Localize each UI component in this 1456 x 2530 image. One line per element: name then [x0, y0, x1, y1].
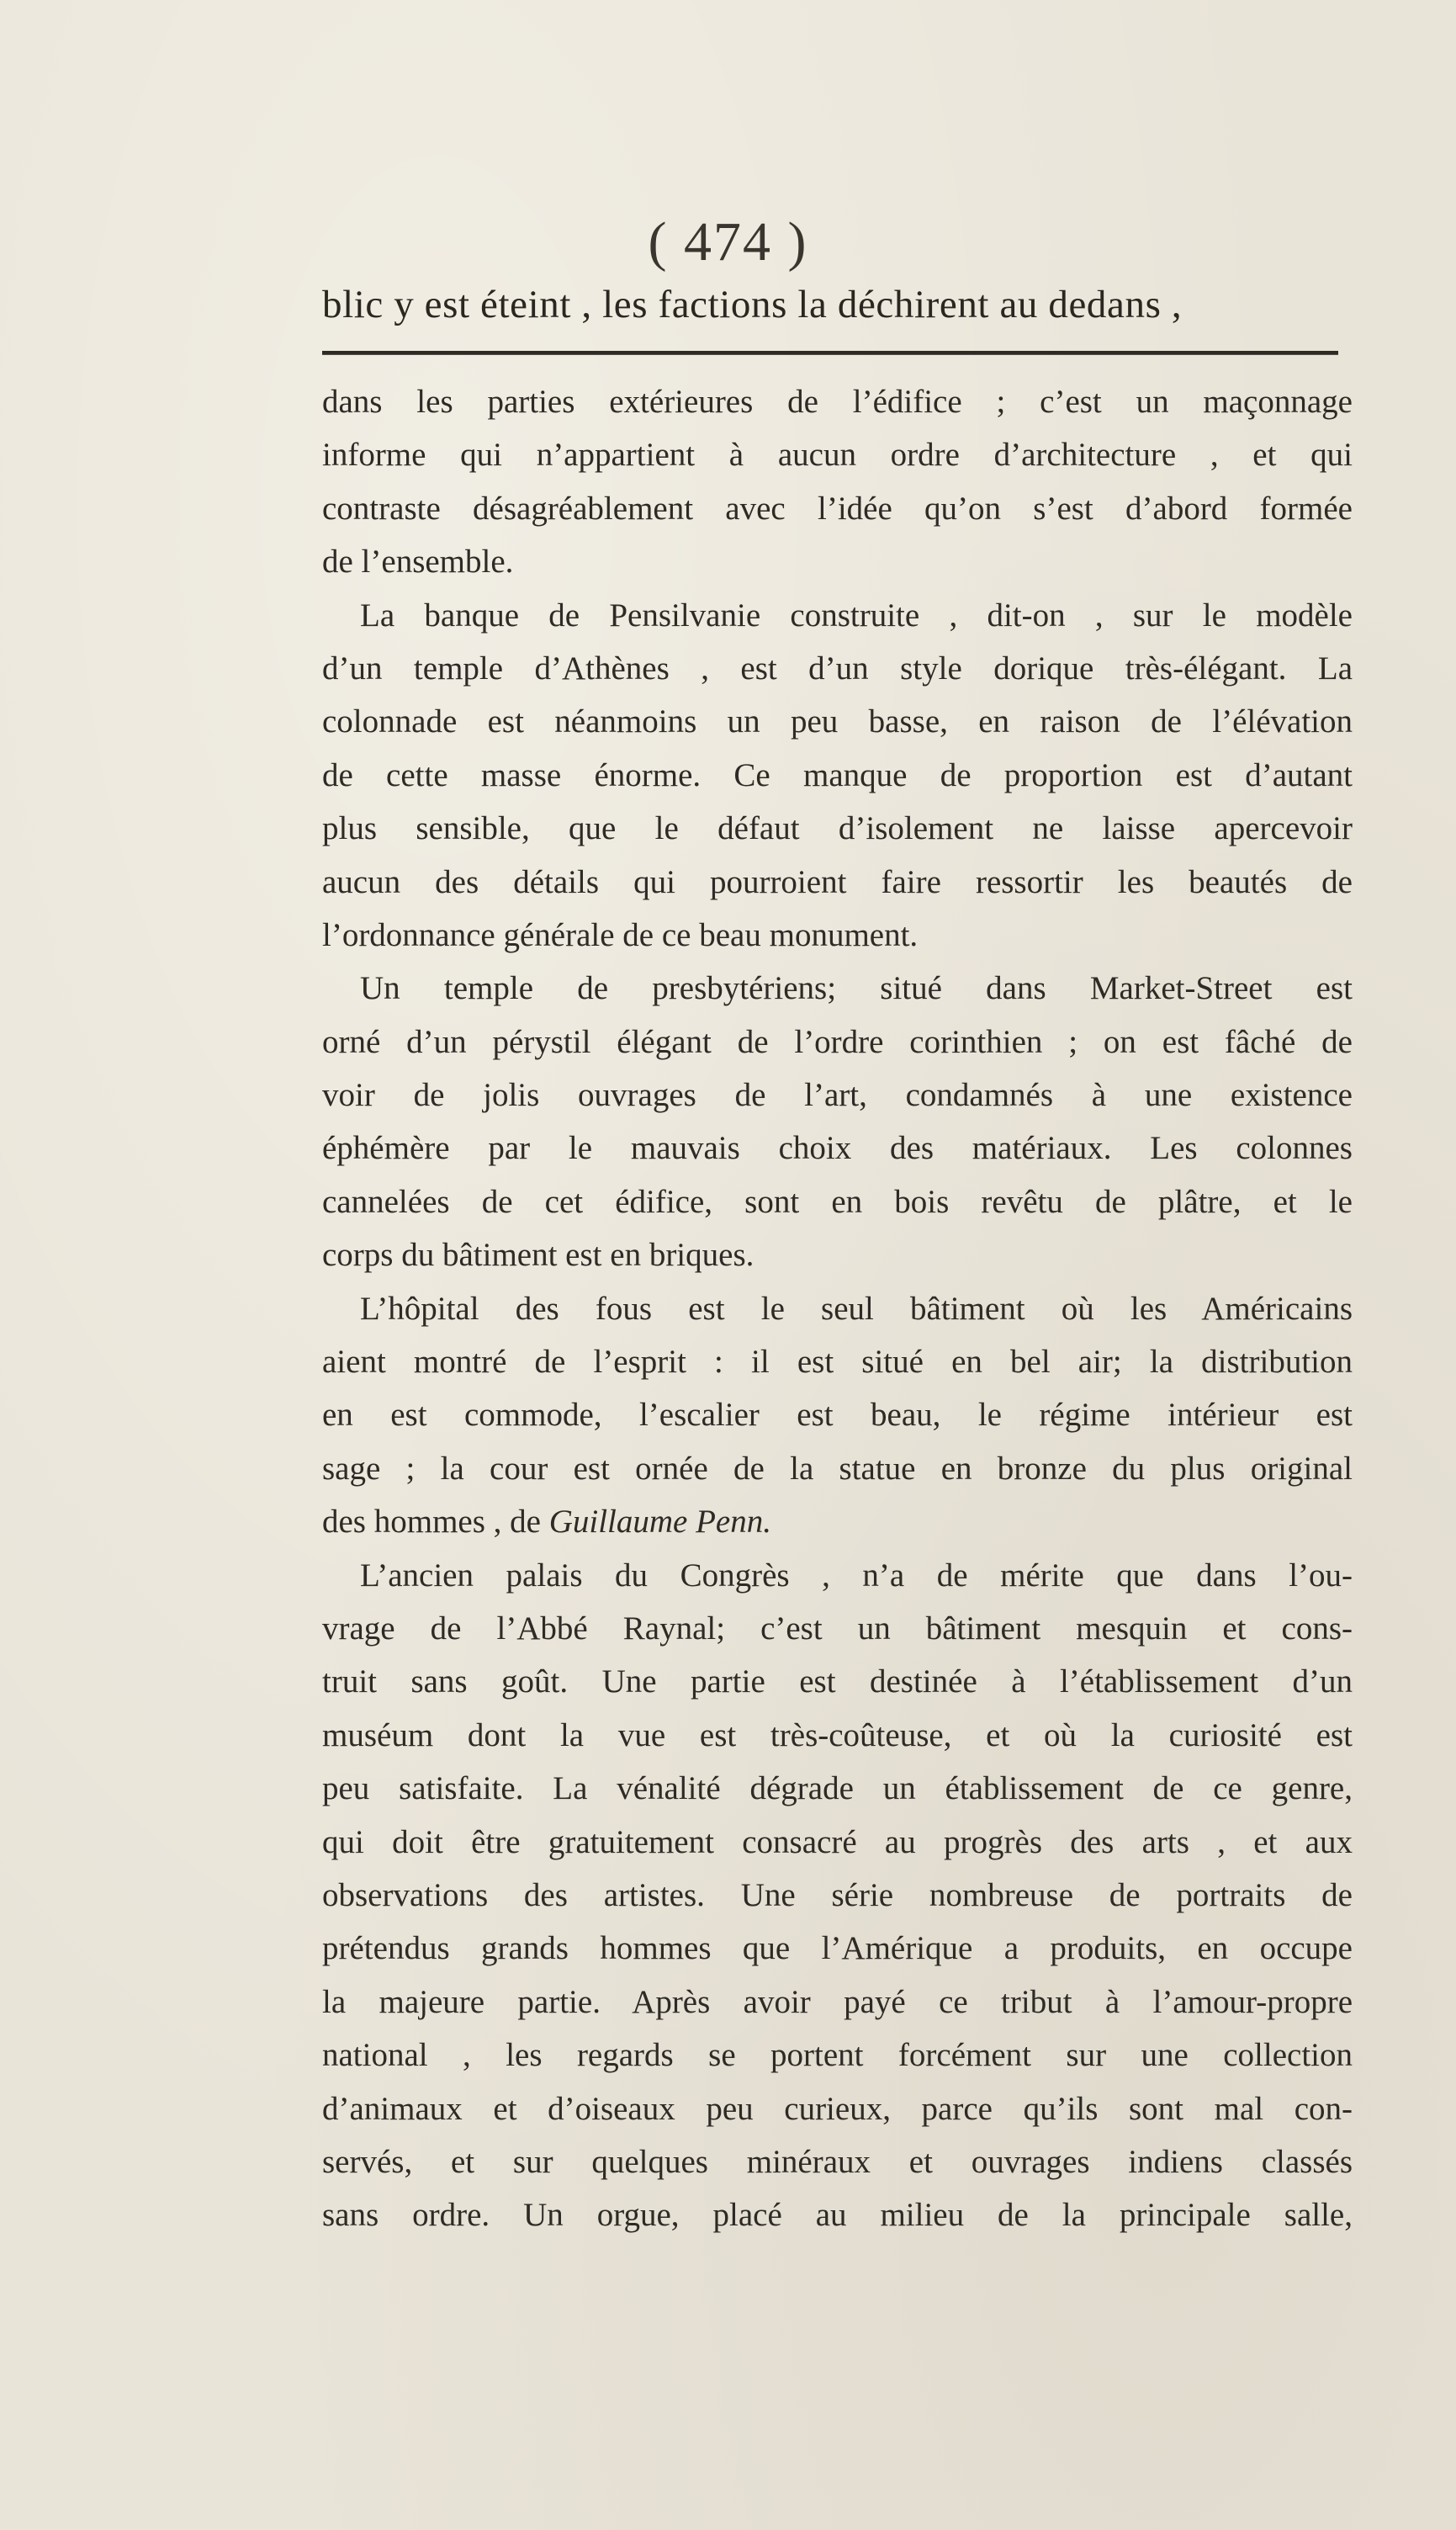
- paragraph-4: [322, 1282, 1353, 1549]
- text-line: [322, 1495, 1353, 1548]
- text-line: de l’ensemble.: [322, 544, 514, 581]
- text-line: la majeure partie. Après avoir payé ce tribut à l’amour-propre: [322, 1983, 1353, 2020]
- text-line: l’ordonnance générale de ce beau monument.: [322, 916, 919, 953]
- text-line: cannelées de cet édifice, sont en bois revêtu de plâtre, et le: [322, 1183, 1353, 1220]
- text-line: La banque de Pensilvanie construite , dit-on , sur le modèle: [360, 597, 1353, 634]
- header-rule: [322, 351, 1338, 355]
- text-line: national , les regards se portent forcément sur une collection: [322, 2037, 1353, 2074]
- text-line: contraste désagréablement avec l’idée qu’on s’est d’abord formée: [322, 490, 1353, 527]
- text-line: L’ancien palais du Congrès , n’a de mérite que dans l’ou-: [360, 1557, 1353, 1594]
- text-line: vrage de l’Abbé Raynal; c’est un bâtiment mesquin et cons-: [322, 1610, 1353, 1647]
- text-line: observations des artistes. Une série nombreuse de portraits de: [322, 1876, 1353, 1913]
- paragraph-2: [322, 589, 1353, 963]
- text-line: voir de jolis ouvrages de l’art, condamnés à une existence: [322, 1077, 1353, 1114]
- text-line: aient montré de l’esprit : il est situé en bel air; la distribution: [322, 1344, 1353, 1381]
- text-line: en est commode, l’escalier est beau, le régime intérieur est: [322, 1397, 1353, 1434]
- text-line: sage ; la cour est ornée de la statue en bronze du plus original: [322, 1450, 1353, 1487]
- paragraph-3: [322, 962, 1353, 1281]
- text-line: de cette masse énorme. Ce manque de proportion est d’autant: [322, 756, 1353, 793]
- text-line: orné d’un pérystil élégant de l’ordre corinthien ; on est fâché de: [322, 1023, 1353, 1060]
- text-fragment: des hommes , de: [322, 1504, 549, 1541]
- running-line: blic y est éteint , les factions la déchirent au dedans ,: [322, 283, 1183, 326]
- text-line: dans les parties extérieures de l’édifice ; c’est un maçonnage: [322, 384, 1353, 420]
- text-line: d’un temple d’Athènes , est d’un style dorique très-élégant. La: [322, 650, 1353, 687]
- page-number: ( 474 ): [648, 211, 808, 273]
- text-line: d’animaux et d’oiseaux peu curieux, parce qu’ils sont mal con-: [322, 2090, 1353, 2127]
- text-line: qui doit être gratuitement consacré au progrès des arts , et aux: [322, 1823, 1353, 1860]
- body-text: [322, 375, 1353, 2242]
- text-line: muséum dont la vue est très-coûteuse, et où la curiosité est: [322, 1716, 1353, 1753]
- text-line: éphémère par le mauvais choix des matériaux. Les colonnes: [322, 1130, 1353, 1167]
- text-line: corps du bâtiment est en briques.: [322, 1237, 754, 1274]
- text-line: truit sans goût. Une partie est destinée à l’établissement d’un: [322, 1663, 1353, 1700]
- text-line: plus sensible, que le défaut d’isolement ne laisse apercevoir: [322, 810, 1353, 847]
- paragraph-1: [322, 375, 1353, 589]
- paragraph-5: [322, 1549, 1353, 2242]
- text-line: aucun des détails qui pourroient faire ressortir les beautés de: [322, 863, 1353, 900]
- text-line: L’hôpital des fous est le seul bâtiment où les Américains: [360, 1290, 1353, 1327]
- text-line: colonnade est néanmoins un peu basse, en raison de l’élévation: [322, 703, 1353, 740]
- italic-name: Guillaume Penn.: [548, 1504, 771, 1541]
- text-line: prétendus grands hommes que l’Amérique a produits, en occupe: [322, 1930, 1353, 1967]
- text-line: sans ordre. Un orgue, placé au milieu de la principale salle,: [322, 2197, 1353, 2234]
- text-line: informe qui n’appartient à aucun ordre d’architecture , et qui: [322, 437, 1353, 474]
- text-line: peu satisfaite. La vénalité dégrade un établissement de ce genre,: [322, 1770, 1353, 1807]
- text-line: Un temple de presbytériens; situé dans Market-Street est: [360, 970, 1353, 1007]
- text-line: servés, et sur quelques minéraux et ouvrages indiens classés: [322, 2143, 1353, 2180]
